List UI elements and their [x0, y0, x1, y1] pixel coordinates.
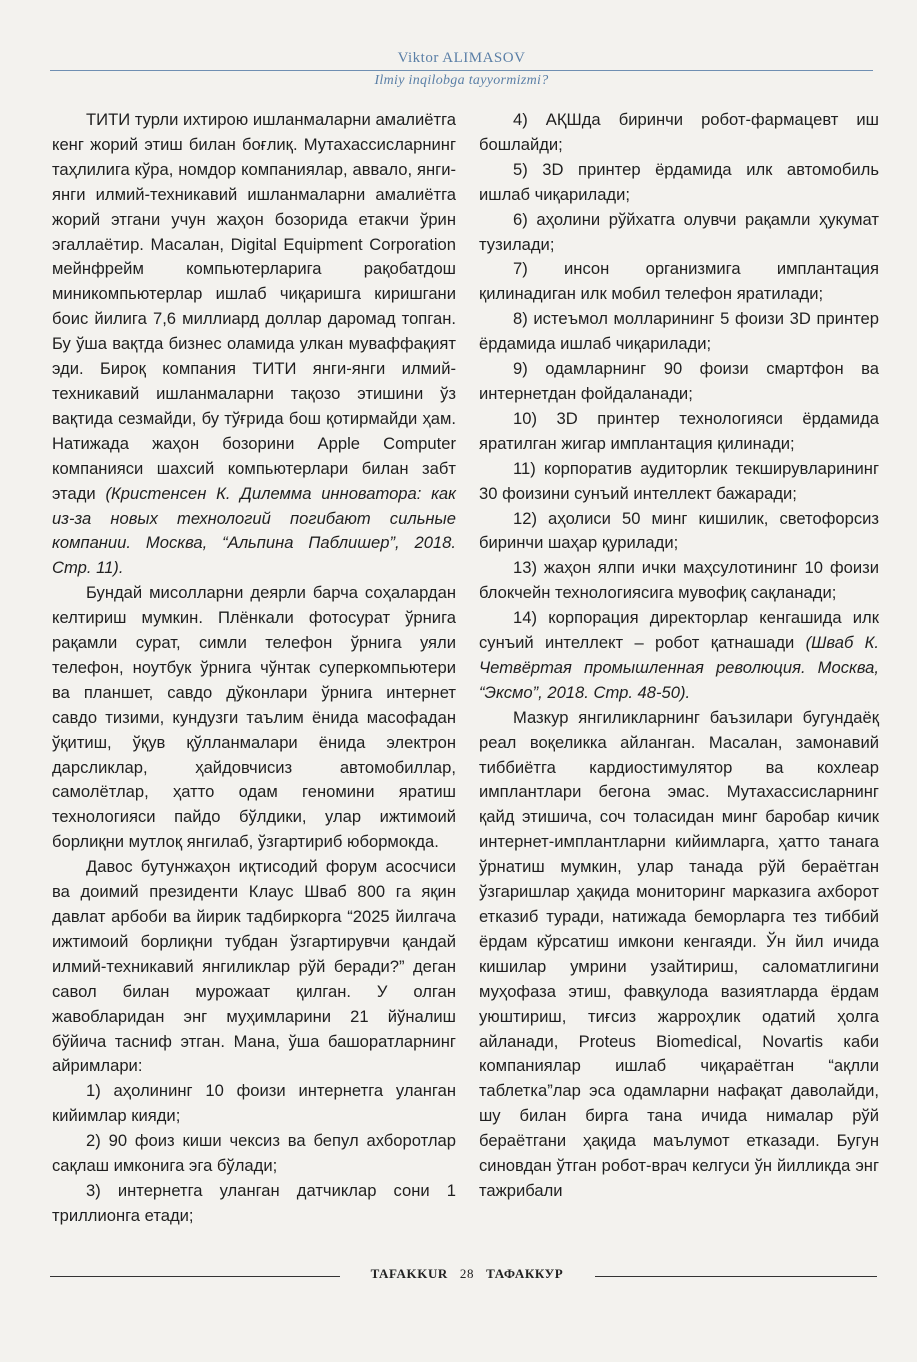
article-subtitle: Ilmiy inqilobga tayyormizmi?	[374, 73, 549, 88]
list-item: 3) интернетга уланган датчиклар сони 1 триллионга етади;	[52, 1180, 456, 1225]
author-name: Viktor ALIMASOV	[397, 50, 526, 66]
list-item: 6) аҳолини рўйхатга олувчи рақамли ҳукумат тузилади;	[479, 209, 879, 254]
right-column	[479, 108, 879, 1204]
list-item-14-text: 14) корпорация директорлар кенгашида илк сунъий интеллект – робот қатнашади	[479, 608, 879, 653]
journal-name-cyrillic: ТАФАККУР	[486, 1266, 564, 1281]
paragraph-2: Бундай мисолларни деярли барча соҳалардан келтириш мумкин. Плёнкали фотосурат ўрнига рақамли сурат, симли телефон ўрнига уяли телефон, ноутбук ўрнига чўнтак суперкомпьютери ва планшет, савдо дўконлари ўрнига интернет савдо тизими, кундузги таълим ёнида масофадан ўқитиш, ўқув қўлланмалари ёнида электрон дарсликлар, ҳайдовчисиз автомобиллар, самолётлар, ҳатто одам геномини яратиш технологияси пайдо бўлдики, улар ижтимоий борлиқни мутлоқ янгилаб, ўзгартириб юбормокда.	[52, 583, 456, 852]
list-item: 4) АҚШда биринчи робот-фармацевт иш бошлайди;	[479, 110, 879, 154]
list-item: 5) 3D принтер ёрдамида илк автомобиль ишлаб чиқарилади;	[479, 159, 879, 204]
journal-name-latin: TAFAKKUR	[370, 1266, 448, 1281]
list-item: 7) инсон организмига имплантация қилинадиган илк мобил телефон яратилади;	[479, 259, 879, 304]
list-item: 13) жаҳон ялпи ички маҳсулотининг 10 фоизи блокчейн технологиясига мувофиқ сақланади;	[479, 558, 879, 603]
list-item: 10) 3D принтер технологияси ёрдамида яратилган жигар имплантация қилинади;	[479, 408, 879, 453]
list-item	[479, 606, 879, 706]
list-item: 2) 90 фоиз киши чексиз ва бепул ахборотлар сақлаш имконига эга бўлади;	[52, 1131, 456, 1176]
list-item: 9) одамларнинг 90 фоизи смартфон ва интернетдан фойдаланади;	[479, 359, 879, 403]
paragraph-3: Давос бутунжаҳон иқтисодий форум асосчиси ва доимий президенти Клаус Шваб 800 га яқин давлат арбоби ва йирик тадбиркорга “2025 йилгача ижтимоий борлиқни тубдан ўзгартирувчи қандай илмий-техникавий янгиликлар рўй беради?” деган савол билан мурожаат қилган. У олган жавобларидан энг муҳимларини 21 йўналиш бўйича тасниф этган. Мана, ўша башоратларнинг айримлари:	[52, 857, 456, 1076]
footer-rule-right	[595, 1276, 877, 1277]
page-footer	[50, 1266, 877, 1286]
header-divider	[50, 70, 873, 71]
citation-christensen: (Кристенсен К. Дилемма инноватора: как из-за новых технологий погибают сильные компании. Москва, “Альпина Паблишер”, 2018. Стр. 11).	[52, 483, 457, 578]
paragraph-4: Мазкур янгиликларнинг баъзилари бугундаёқ реал воқеликка айланган. Масалан, замонавий тиббиётга кардиостимулятор ва кохлеар имплантлари бегона эмас. Мутахассисларнинг қайд этишича, соч толасидан минг баробар кичик интернет-имплантларни кийимларга, ҳатто танага ўрнатиш мумкин, улар танада рўй бераётган ўзгаришлар ҳақида мониторинг марказига ахборот етказиб туради, натижада беморларга тез тиббий ёрдам кўрсатиш имкони кенгаяди. Ўн йил ичида кишилар умрини узайтириш, саломатлигини муҳофаза этиш, фавқулода вазиятларда ёрдам уюштириш, тиғсиз жарроҳлик одатий ҳолга айланади, Proteus Biomedical, Novartis каби компаниялар ишлаб чиқараётган “ақлли таблетка”лар эса одамларни нафақат даволайди, шу билан бирга тана ичида нималар рўй бераётгани ҳақида маълумот етказади. Бугун синовдан ўтган робот-врач келгуси ўн йилликда энг тажрибали	[479, 707, 879, 1200]
footer-label	[352, 1266, 582, 1282]
paragraph-1-text: ТИТИ турли ихтирою ишланмаларни амалиётга кенг жорий этиш билан боғлиқ. Мутахассисларнинг таҳлилига кўра, номдор компаниялар, аввало, янги-янги илмий-техникавий ишланмаларни амалиётга жорий этгани учун жаҳон бозорида етакчи ўрин эгаллаётир. Масалан, Digital Equipment Corporation мейнфрейм компьютерларига рақобатдош миникомпьютерлар ишлаб чиқаришга киришгани боис йилига 7,6 миллиард доллар даромад топган. Бу ўша вақтда бизнес оламида улкан муваффақият эди. Бироқ компания ТИТИ янги-янги илмий-техникавий ишланмаларни тақозо этишини ўз вақтида сезмайди, бу тўғрида бош қотирмайди ҳам. Натижада жаҳон бозорини Apple Computer компанияси шахсий компьютерлари билан забт этади	[52, 110, 456, 503]
running-header	[50, 50, 873, 89]
list-item: 11) корпоратив аудиторлик текширувларининг 30 фоизини сунъий интеллект бажаради;	[479, 458, 879, 503]
list-item: 1) аҳолининг 10 фоизи интернетга уланган кийимлар кияди;	[52, 1081, 456, 1126]
footer-rule-left	[50, 1276, 340, 1277]
list-item: 8) истеъмол молларининг 5 фоизи 3D принтер ёрдамида ишлаб чиқарилади;	[479, 309, 879, 354]
left-column	[52, 108, 456, 1229]
list-item: 12) аҳолиси 50 минг кишилик, светофорсиз биринчи шаҳар қурилади;	[479, 508, 879, 553]
paragraph-1	[52, 108, 456, 581]
page-number: 28	[459, 1266, 475, 1281]
citation-schwab: (Шваб К. Четвёртая промышленная революция. Москва, “Эксмо”, 2018. Стр. 48-50).	[479, 633, 879, 702]
